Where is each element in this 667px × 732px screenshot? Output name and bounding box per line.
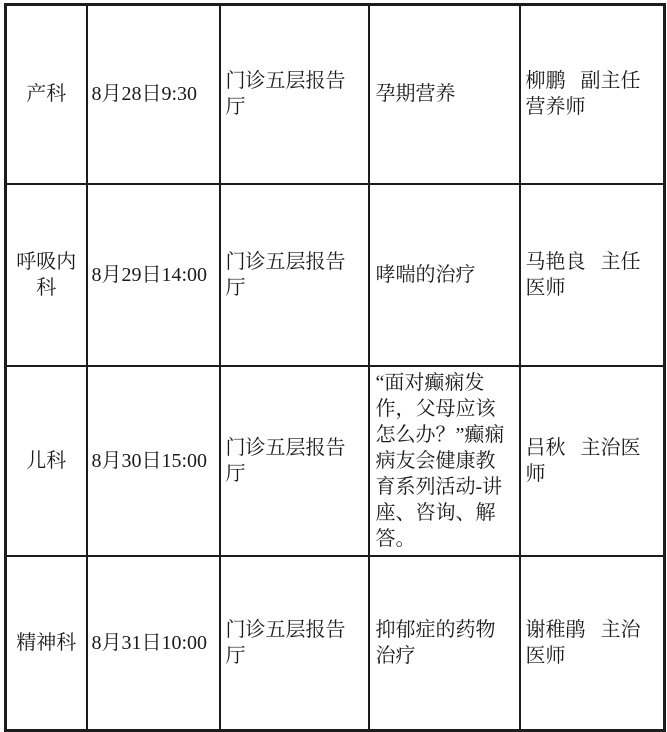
schedule-table xyxy=(4,3,666,732)
speaker-title: 副主任营养师 xyxy=(525,70,641,119)
datetime-cell: 8月30日15:00 xyxy=(87,366,220,556)
speaker-title: 主治医师 xyxy=(525,436,641,485)
speaker-cell xyxy=(520,556,665,731)
speaker-cell xyxy=(520,5,665,184)
speaker-cell xyxy=(520,184,665,366)
topic-cell: 哮喘的治疗 xyxy=(369,184,520,366)
location-cell: 门诊五层报告厅 xyxy=(220,5,369,184)
speaker-name: 柳鹏 xyxy=(525,70,566,93)
topic-cell: “面对癫痫发作，父母应该怎么办？”癫痫病友会健康教育系列活动-讲座、咨询、解答。 xyxy=(369,366,520,556)
department-cell: 精神科 xyxy=(6,556,87,731)
speaker-title: 主治医师 xyxy=(525,618,641,667)
speaker-cell xyxy=(520,366,665,556)
topic-cell: 孕期营养 xyxy=(369,5,520,184)
datetime-cell: 8月31日10:00 xyxy=(87,556,220,731)
table-row xyxy=(6,184,665,366)
datetime-cell: 8月28日9:30 xyxy=(87,5,220,184)
location-cell: 门诊五层报告厅 xyxy=(220,366,369,556)
department-cell: 产科 xyxy=(6,5,87,184)
speaker-name: 吕秋 xyxy=(525,436,566,459)
datetime-cell: 8月29日14:00 xyxy=(87,184,220,366)
location-cell: 门诊五层报告厅 xyxy=(220,184,369,366)
table-row xyxy=(6,556,665,731)
table-row xyxy=(6,366,665,556)
topic-cell: 抑郁症的药物治疗 xyxy=(369,556,520,731)
speaker-name: 马艳良 xyxy=(525,250,586,273)
department-cell: 呼吸内科 xyxy=(6,184,87,366)
speaker-title: 主任医师 xyxy=(525,250,641,299)
location-cell: 门诊五层报告厅 xyxy=(220,556,369,731)
speaker-name: 谢稚鹃 xyxy=(525,618,586,641)
department-cell: 儿科 xyxy=(6,366,87,556)
table-row xyxy=(6,5,665,184)
